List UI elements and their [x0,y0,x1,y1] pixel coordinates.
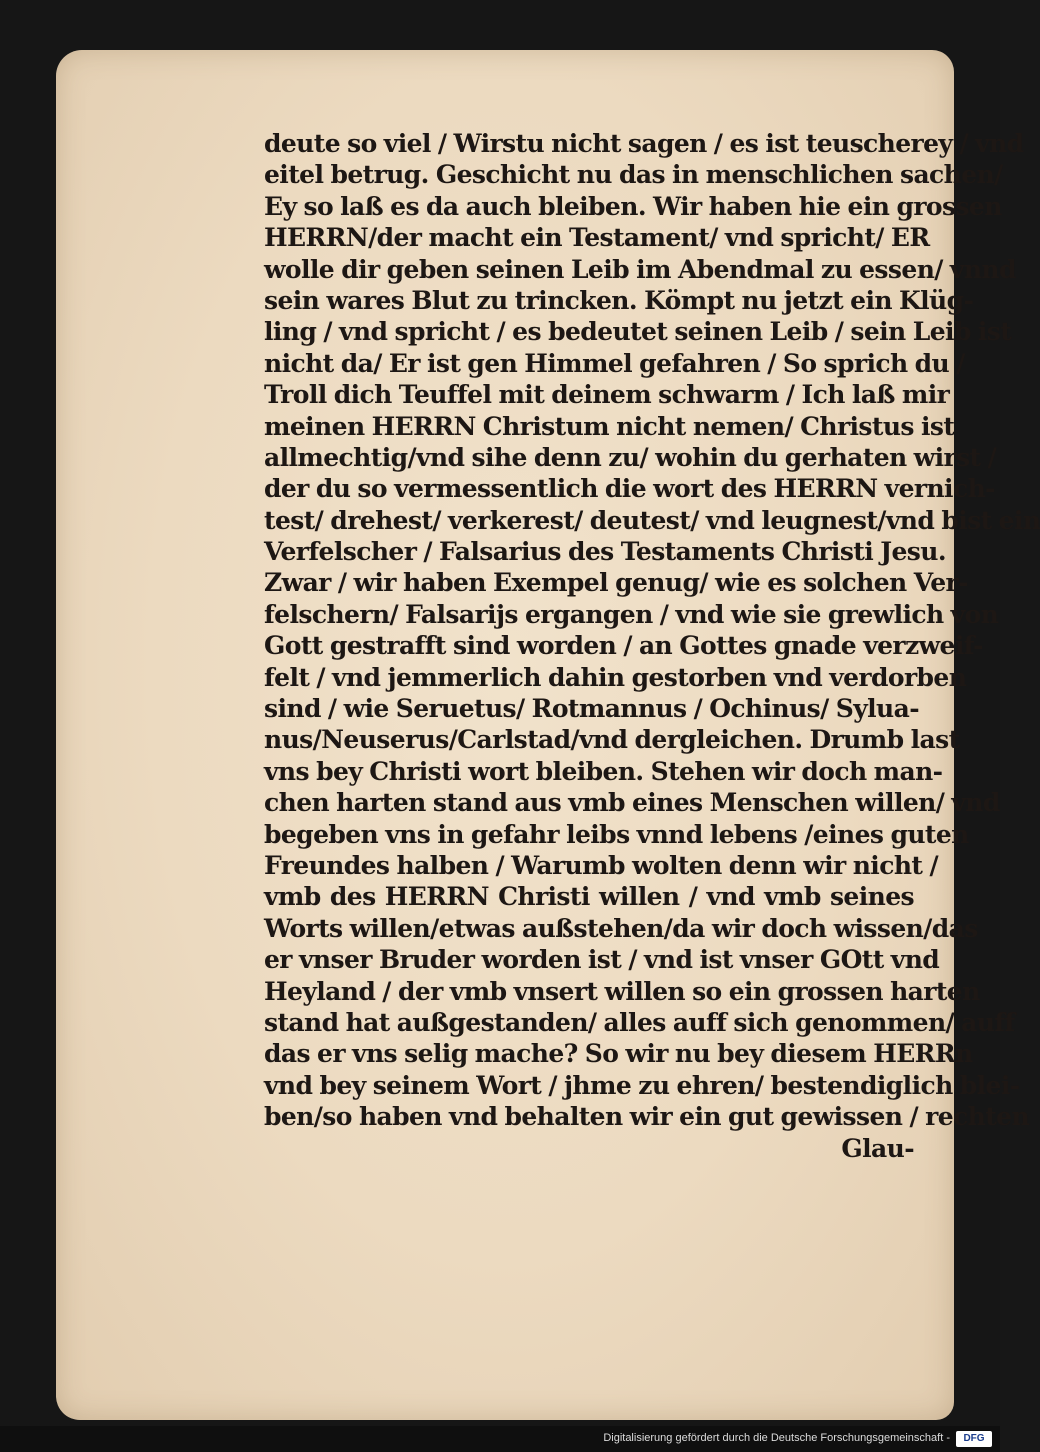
text-line: begeben vns in gefahr leibs vnnd lebens /eines guten [264,819,969,849]
text-line: Troll dich Teuffel mit deinem schwarm / Ich laß mir [264,380,950,410]
text-line: sind / wie Seruetus/ Rotmannus / Ochinus/ Sylua- [264,694,919,724]
text-line: test/ drehest/ verkerest/ deutest/ vnd leugnest/vnd bist ein [264,505,1040,535]
text-line: nus/Neuserus/Carlstad/vnd dergleichen. Drumb last [264,725,960,755]
text-line: Worts willen/etwas außstehen/da wir doch wissen/das [264,913,978,943]
digitization-footer [0,1426,1000,1452]
text-line: ling / vnd spricht / es bedeutet seinen Leib / sein Leib ist [264,317,1012,347]
text-line: HERRN/der macht ein Testament/ vnd spricht/ ER [264,223,930,253]
text-line: meinen HERRN Christum nicht nemen/ Christus ist [264,411,955,441]
text-line: Ey so laß es da auch bleiben. Wir haben hie ein grossen [264,191,1002,221]
text-line: Glau- [841,1133,914,1163]
text-line: der du so vermessentlich die wort des HERRN vernich- [264,474,995,504]
text-line: er vnser Bruder worden ist / vnd ist vnser GOtt vnd [264,945,940,975]
text-line: nicht da/ Er ist gen Himmel gefahren / So sprich du / [264,348,965,378]
text-line: wolle dir geben seinen Leib im Abendmal zu essen/ vnnd [264,254,1016,284]
text-line: sein wares Blut zu trincken. Kömpt nu jetzt ein Klüg- [264,285,974,315]
text-line: das er vns selig mache? So wir nu bey diesem HERRn [264,1039,973,1069]
text-line: Freundes halben / Warumb wolten denn wir nicht / [264,850,938,880]
text-line: stand hat außgestanden/ alles auff sich genommen/ auff [264,1007,1015,1037]
text-line: chen harten stand aus vmb eines Menschen willen/ vnd [264,788,1000,818]
text-line: vns bey Christi wort bleiben. Stehen wir doch man- [264,756,943,786]
page-text [264,128,1040,1164]
text-line: vnd bey seinem Wort / jhme zu ehren/ bestendiglich blei- [264,1070,1020,1100]
book-page [56,50,1040,1420]
text-line: felschern/ Falsarijs ergangen / vnd wie sie grewlich von [264,599,999,629]
text-line: felt / vnd jemmerlich dahin gestorben vnd verdorben [264,662,967,692]
funding-credit: Digitalisierung gefördert durch die Deutsche Forschungsgemeinschaft - [603,1432,950,1444]
text-line: Gott gestrafft sind worden / an Gottes gnade verzweif- [264,631,983,661]
dfg-logo-icon: DFG [956,1431,992,1447]
text-line: ben/so haben vnd behalten wir ein gut gewissen / rechten [264,1102,1030,1132]
text-line: vmb des HERRN Christi willen / vnd vmb seines [264,882,914,912]
text-line: Heyland / der vmb vnsert willen so ein grossen harten [264,976,980,1006]
text-line: deute so viel / Wirstu nicht sagen / es ist teuscherey / vnd [264,129,1024,158]
text-line: Zwar / wir haben Exempel genug/ wie es solchen Ver- [264,568,968,598]
text-line: allmechtig/vnd sihe denn zu/ wohin du gerhaten wirst / [264,442,997,472]
text-line: eitel betrug. Geschicht nu das in menschlichen sachen/ [264,160,1003,190]
text-line: Verfelscher / Falsarius des Testaments Christi Jesu. [264,537,946,567]
